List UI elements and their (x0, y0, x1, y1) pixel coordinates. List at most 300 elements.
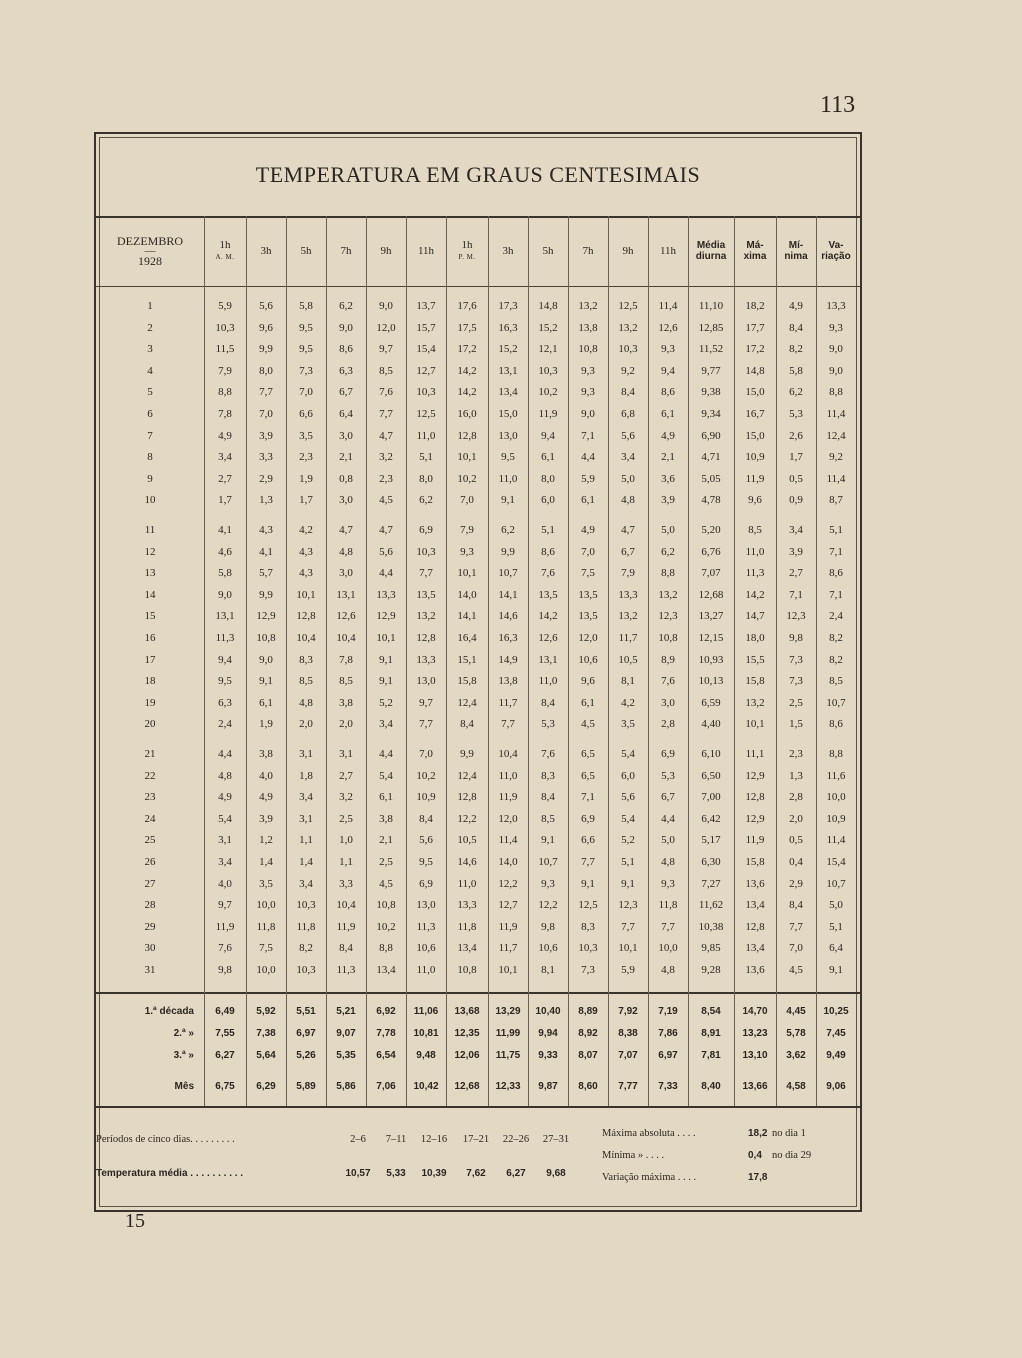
table-cell: 7,0 (419, 748, 433, 760)
table-cell: 4,8 (621, 494, 635, 507)
column-header (688, 216, 734, 286)
period-mean: 6,27 (506, 1168, 526, 1179)
table-cell: 2,5 (379, 856, 393, 868)
table-cell: 12,7 (416, 364, 436, 377)
table-cell: 12,4 (826, 429, 846, 442)
table-cell: 9,4 (541, 429, 555, 442)
column-rule (286, 216, 287, 1106)
table-cell: 3,5 (299, 429, 313, 442)
table-cell: 14,0 (498, 856, 518, 868)
table-cell: 2,0 (339, 718, 353, 731)
table-cell: 5,9 (621, 964, 635, 976)
table-cell: 8,0 (541, 472, 555, 485)
column-header (734, 216, 776, 286)
table-cell: 3,4 (218, 856, 232, 868)
summary-cell: 5,35 (336, 1050, 356, 1061)
table-cell: 11,8 (658, 899, 678, 912)
table-cell: 6,7 (621, 545, 635, 558)
table-cell: 11,8 (457, 920, 477, 933)
table-cell: 4,8 (218, 769, 232, 782)
table-cell: 4,3 (299, 545, 313, 558)
table-cell: 4,78 (701, 494, 721, 507)
table-cell: 11,0 (538, 675, 558, 688)
column-header-main: 11h (659, 245, 677, 257)
table-cell: 15,4 (826, 856, 846, 868)
table-cell: 13,2 (578, 300, 598, 312)
table-cell: 8,6 (661, 386, 675, 399)
column-header (446, 216, 488, 286)
table-cell: 12,5 (416, 408, 436, 420)
table-cell: 7,7 (661, 920, 675, 933)
table-cell: 10,8 (658, 632, 678, 644)
table-cell: 9,3 (661, 877, 675, 890)
table-cell: 3,4 (218, 451, 232, 464)
month-total-cell: 7,06 (376, 1081, 396, 1092)
summary-cell: 3,62 (786, 1050, 806, 1061)
table-cell: 13,4 (745, 942, 765, 955)
table-cell: 13,27 (698, 610, 724, 623)
table-cell: 9,8 (541, 920, 555, 933)
summary-cell: 6,97 (658, 1050, 678, 1061)
column-header-main: 9h (380, 245, 392, 257)
column-header-main: 3h (502, 245, 514, 257)
table-cell: 14,8 (538, 300, 558, 312)
table-cell: 6,2 (419, 494, 433, 507)
day-label: 26 (144, 856, 156, 868)
column-header-sub: P. M. (458, 253, 476, 261)
table-cell: 6,50 (701, 769, 721, 782)
column-header (406, 216, 446, 286)
table-cell: 10,9 (745, 451, 765, 464)
table-cell: 3,3 (259, 451, 273, 464)
period-range: 7–11 (385, 1134, 407, 1145)
summary-cell: 9,48 (416, 1050, 436, 1061)
table-cell: 6,6 (581, 834, 595, 847)
signature-mark: 15 (125, 1210, 145, 1232)
summary-cell: 5,92 (256, 1006, 276, 1017)
table-cell: 15,0 (745, 429, 765, 442)
header-dash: — (144, 245, 156, 257)
table-cell: 9,1 (379, 675, 393, 688)
table-cell: 11,8 (256, 920, 276, 933)
month-total-cell: 7,77 (618, 1081, 638, 1092)
table-cell: 15,2 (498, 343, 518, 356)
table-cell: 2,3 (299, 451, 313, 464)
table-cell: 10,7 (538, 856, 558, 868)
month-total-cell: 7,33 (658, 1081, 678, 1092)
table-cell: 10,7 (826, 696, 846, 709)
table-cell: 3,6 (661, 472, 675, 485)
period-range: 17–21 (462, 1134, 490, 1145)
table-cell: 7,5 (259, 942, 273, 955)
summary-cell: 6,27 (215, 1050, 235, 1061)
table-cell: 0,5 (789, 472, 803, 485)
day-label: 27 (144, 877, 156, 890)
year-label: 1928 (138, 254, 162, 268)
table-cell: 9,6 (581, 675, 595, 688)
table-cell: 4,5 (379, 877, 393, 890)
column-header (488, 216, 528, 286)
table-cell: 10,1 (618, 942, 638, 955)
stat-value: 17,8 (748, 1172, 768, 1183)
column-rule (246, 216, 247, 1106)
table-cell: 11,0 (416, 964, 436, 976)
table-cell: 7,1 (789, 588, 803, 601)
summary-cell: 12,06 (454, 1050, 480, 1061)
stat-value: 18,2 (748, 1128, 768, 1139)
table-cell: 2,1 (339, 451, 353, 464)
table-cell: 2,5 (339, 812, 353, 825)
table-cell: 17,3 (498, 300, 518, 312)
day-label: 9 (147, 472, 153, 485)
summary-cell: 5,26 (296, 1050, 316, 1061)
table-cell: 9,34 (701, 408, 721, 420)
table-cell: 9,28 (701, 964, 721, 976)
table-cell: 10,1 (457, 451, 477, 464)
summary-cell: 7,55 (215, 1028, 235, 1039)
table-cell: 9,3 (581, 386, 595, 399)
table-cell: 12,9 (256, 610, 276, 623)
table-cell: 7,0 (460, 494, 474, 507)
table-cell: 7,0 (581, 545, 595, 558)
table-cell: 15,7 (416, 321, 436, 334)
column-header (366, 216, 406, 286)
table-cell: 0,4 (789, 856, 803, 868)
table-cell: 9,3 (541, 877, 555, 890)
table-cell: 8,3 (299, 653, 313, 666)
table-cell: 13,2 (658, 588, 678, 601)
column-rule (406, 216, 407, 1106)
table-cell: 9,2 (621, 364, 635, 377)
table-cell: 7,7 (789, 920, 803, 933)
day-label: 31 (144, 964, 156, 976)
table-cell: 8,5 (379, 364, 393, 377)
table-cell: 1,4 (259, 856, 273, 868)
table-cell: 8,6 (541, 545, 555, 558)
table-cell: 12,8 (457, 429, 477, 442)
table-cell: 5,6 (621, 429, 635, 442)
month-total-cell: 5,89 (296, 1081, 316, 1092)
table-cell: 10,3 (416, 386, 436, 399)
table-cell: 0,5 (789, 834, 803, 847)
summary-cell: 11,99 (495, 1028, 521, 1039)
table-cell: 7,3 (789, 675, 803, 688)
summary-cell: 7,86 (658, 1028, 678, 1039)
table-cell: 3,5 (259, 877, 273, 890)
table-cell: 13,6 (745, 877, 765, 890)
table-cell: 8,2 (299, 942, 313, 955)
table-cell: 9,0 (581, 408, 595, 420)
table-cell: 15,2 (538, 321, 558, 334)
table-cell: 9,5 (419, 856, 433, 868)
table-frame (94, 132, 862, 1212)
table-cell: 13,4 (498, 386, 518, 399)
summary-cell: 9,94 (538, 1028, 558, 1039)
table-cell: 11,6 (826, 769, 846, 782)
summary-cell: 7,81 (701, 1050, 721, 1061)
table-cell: 4,5 (789, 964, 803, 976)
table-cell: 4,3 (259, 524, 273, 536)
table-cell: 10,8 (578, 343, 598, 356)
table-cell: 11,0 (416, 429, 436, 442)
table-cell: 11,3 (336, 964, 356, 976)
table-cell: 16,7 (745, 408, 765, 420)
table-cell: 12,0 (376, 321, 396, 334)
table-cell: 8,2 (829, 632, 843, 644)
table-cell: 7,8 (218, 408, 232, 420)
table-cell: 11,4 (658, 300, 678, 312)
table-cell: 7,3 (789, 653, 803, 666)
column-header-main: 7h (582, 245, 594, 257)
periods-label: Períodos de cinco dias. . . . . . . . . (96, 1134, 235, 1145)
period-mean: 7,62 (466, 1168, 486, 1179)
table-cell: 4,6 (218, 545, 232, 558)
summary-cell: 6,49 (215, 1006, 235, 1017)
table-cell: 9,0 (829, 343, 843, 356)
table-cell: 9,1 (621, 877, 635, 890)
table-cell: 10,7 (826, 877, 846, 890)
summary-cell: 5,51 (296, 1006, 316, 1017)
table-cell: 1,8 (299, 769, 313, 782)
table-cell: 14,8 (745, 364, 765, 377)
table-cell: 4,4 (379, 567, 393, 580)
table-cell: 8,8 (379, 942, 393, 955)
column-header (286, 216, 326, 286)
table-cell: 3,8 (379, 812, 393, 825)
table-cell: 11,4 (826, 408, 846, 420)
table-cell: 13,4 (745, 899, 765, 912)
summary-cell: 6,92 (376, 1006, 396, 1017)
table-cell: 6,1 (581, 494, 595, 507)
table-cell: 5,9 (581, 472, 595, 485)
table-cell: 10,2 (457, 472, 477, 485)
table-cell: 7,0 (259, 408, 273, 420)
table-cell: 6,76 (701, 545, 721, 558)
table-cell: 11,9 (498, 791, 518, 804)
table-cell: 8,3 (541, 769, 555, 782)
table-cell: 13,3 (376, 588, 396, 601)
column-header (246, 216, 286, 286)
table-cell: 5,0 (661, 524, 675, 536)
day-label: 18 (144, 675, 156, 688)
table-cell: 15,8 (745, 856, 765, 868)
table-cell: 9,7 (379, 343, 393, 356)
table-cell: 9,4 (218, 653, 232, 666)
stat-value: 0,4 (748, 1150, 762, 1161)
summary-cell: 6,54 (376, 1050, 396, 1061)
table-cell: 8,8 (218, 386, 232, 399)
table-cell: 14,2 (538, 610, 558, 623)
summary-cell: 12,35 (454, 1028, 480, 1039)
mean-label: Temperatura média . . . . . . . . . . (96, 1168, 244, 1179)
day-label: 4 (147, 364, 153, 377)
table-cell: 4,4 (661, 812, 675, 825)
table-cell: 10,3 (538, 364, 558, 377)
table-cell: 8,2 (789, 343, 803, 356)
period-mean: 5,33 (386, 1168, 406, 1179)
table-cell: 3,4 (299, 791, 313, 804)
table-cell: 5,4 (621, 748, 635, 760)
day-label: 8 (147, 451, 153, 464)
day-label: 10 (144, 494, 156, 507)
table-cell: 5,4 (379, 769, 393, 782)
table-cell: 3,1 (339, 748, 353, 760)
table-cell: 15,8 (457, 675, 477, 688)
day-label: 6 (147, 408, 153, 420)
table-cell: 5,4 (621, 812, 635, 825)
column-header-main: 5h (300, 245, 312, 257)
table-cell: 4,9 (661, 429, 675, 442)
table-cell: 7,0 (299, 386, 313, 399)
table-cell: 10,3 (296, 899, 316, 912)
table-cell: 12,4 (457, 769, 477, 782)
table-cell: 8,2 (829, 653, 843, 666)
table-cell: 8,3 (581, 920, 595, 933)
table-cell: 4,2 (621, 696, 635, 709)
column-header-main: 11h (417, 245, 435, 257)
table-cell: 5,0 (621, 472, 635, 485)
table-cell: 6,1 (541, 451, 555, 464)
column-header-main: 7h (340, 245, 352, 257)
table-cell: 13,4 (376, 964, 396, 976)
stat-label: Máxima absoluta . . . . (602, 1128, 696, 1139)
table-cell: 8,5 (541, 812, 555, 825)
summary-cell: 5,21 (336, 1006, 356, 1017)
table-cell: 10,2 (416, 769, 436, 782)
month-total-cell: 8,40 (701, 1081, 721, 1092)
summary-cell: 5,78 (786, 1028, 806, 1039)
table-cell: 13,6 (745, 964, 765, 976)
table-cell: 12,1 (538, 343, 558, 356)
table-cell: 10,3 (296, 964, 316, 976)
table-cell: 8,4 (789, 899, 803, 912)
table-cell: 3,9 (789, 545, 803, 558)
table-cell: 2,7 (339, 769, 353, 782)
table-cell: 3,4 (379, 718, 393, 731)
table-cell: 1,9 (299, 472, 313, 485)
table-cell: 7,6 (661, 675, 675, 688)
table-cell: 8,6 (829, 567, 843, 580)
table-cell: 7,9 (460, 524, 474, 536)
table-cell: 4,9 (789, 300, 803, 312)
table-cell: 11,7 (498, 696, 518, 709)
month-total-cell: 12,68 (454, 1081, 480, 1092)
summary-cell: 8,38 (618, 1028, 638, 1039)
table-cell: 8,4 (541, 791, 555, 804)
column-header-sub: A. M. (215, 253, 235, 261)
table-cell: 6,2 (789, 386, 803, 399)
table-cell: 9,9 (259, 343, 273, 356)
table-cell: 13,2 (416, 610, 436, 623)
column-header-main: Mí- nima (784, 240, 808, 262)
table-cell: 5,2 (379, 696, 393, 709)
table-cell: 12,9 (745, 769, 765, 782)
table-cell: 5,6 (259, 300, 273, 312)
table-cell: 8,0 (259, 364, 273, 377)
table-cell: 10,2 (376, 920, 396, 933)
table-cell: 9,1 (541, 834, 555, 847)
table-cell: 13,1 (215, 610, 235, 623)
table-cell: 14,7 (745, 610, 765, 623)
table-cell: 0,9 (789, 494, 803, 507)
table-cell: 12,15 (698, 632, 724, 644)
table-cell: 14,6 (457, 856, 477, 868)
stat-label: Mínima » . . . . (602, 1150, 665, 1161)
table-cell: 5,05 (701, 472, 721, 485)
table-cell: 6,3 (218, 696, 232, 709)
table-cell: 10,0 (826, 791, 846, 804)
table-cell: 5,0 (829, 899, 843, 912)
table-cell: 13,5 (578, 610, 598, 623)
period-range: 12–16 (420, 1134, 448, 1145)
table-cell: 5,4 (218, 812, 232, 825)
table-cell: 9,0 (259, 653, 273, 666)
month-total-cell: 13,66 (742, 1081, 768, 1092)
day-label: 1 (147, 300, 153, 312)
summary-cell: 7,19 (658, 1006, 678, 1017)
month-total-label: Mês (174, 1081, 194, 1092)
table-cell: 13,4 (457, 942, 477, 955)
table-cell: 17,6 (457, 300, 477, 312)
table-cell: 9,9 (460, 748, 474, 760)
period-range: 2–6 (350, 1134, 366, 1145)
table-cell: 10,1 (745, 718, 765, 731)
table-cell: 6,2 (501, 524, 515, 536)
table-cell: 10,8 (256, 632, 276, 644)
table-cell: 9,6 (259, 321, 273, 334)
day-label: 30 (144, 942, 156, 955)
table-cell: 7,6 (541, 748, 555, 760)
table-cell: 12,3 (658, 610, 678, 623)
table-cell: 10,1 (498, 964, 518, 976)
table-cell: 9,3 (829, 321, 843, 334)
table-cell: 10,8 (457, 964, 477, 976)
column-header (204, 216, 246, 286)
table-cell: 11,9 (498, 920, 518, 933)
table-cell: 4,7 (621, 524, 635, 536)
table-cell: 9,5 (299, 343, 313, 356)
table-cell: 7,0 (789, 942, 803, 955)
table-cell: 1,1 (299, 834, 313, 847)
table-cell: 17,2 (745, 343, 765, 356)
column-header-main: 5h (542, 245, 554, 257)
summary-cell: 13,10 (742, 1050, 768, 1061)
summary-cell: 7,38 (256, 1028, 276, 1039)
table-cell: 11,1 (745, 748, 765, 760)
summary-cell: 6,97 (296, 1028, 316, 1039)
table-cell: 12,8 (296, 610, 316, 623)
table-cell: 12,4 (457, 696, 477, 709)
table-cell: 5,17 (701, 834, 721, 847)
table-cell: 16,3 (498, 632, 518, 644)
table-cell: 4,7 (379, 429, 393, 442)
table-cell: 4,8 (661, 856, 675, 868)
table-cell: 7,3 (581, 964, 595, 976)
table-cell: 1,1 (339, 856, 353, 868)
day-label: 3 (147, 343, 153, 356)
table-cell: 8,1 (621, 675, 635, 688)
day-label: 13 (144, 567, 156, 580)
table-cell: 15,5 (745, 653, 765, 666)
table-cell: 3,4 (621, 451, 635, 464)
table-cell: 6,30 (701, 856, 721, 868)
table-cell: 11,7 (498, 942, 518, 955)
table-cell: 6,1 (379, 791, 393, 804)
table-cell: 8,4 (621, 386, 635, 399)
table-cell: 13,0 (498, 429, 518, 442)
column-header-main: 1h (219, 239, 231, 251)
table-cell: 3,4 (789, 524, 803, 536)
